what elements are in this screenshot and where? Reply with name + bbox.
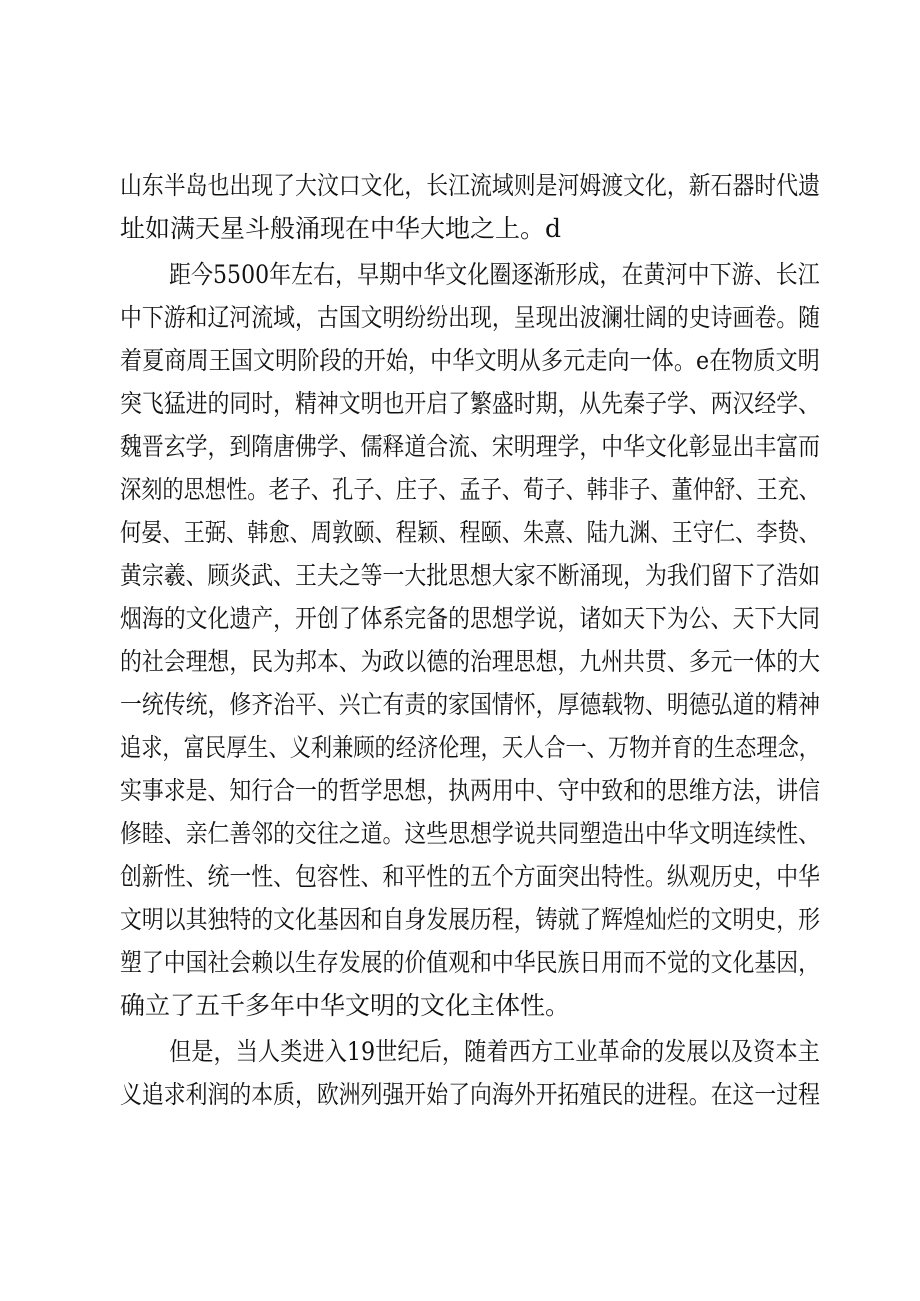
text-line: 址如满天星斗般涌现在中华大地之上。d: [120, 214, 562, 243]
text-line: 烟海的文化遗产，开创了体系完备的思想学说，诸如天下为公、天下大同: [120, 604, 821, 633]
text-line: 深刻的思想性。老子、孔子、庄子、孟子、荀子、韩非子、董仲舒、王充、: [120, 475, 821, 504]
text-line: 魏晋玄学，到隋唐佛学、儒释道合流、宋明理学，中华文化彰显出丰富而: [120, 432, 821, 461]
text-line: 创新性、统一性、包容性、和平性的五个方面突出特性。纵观历史，中华: [120, 862, 821, 891]
text-line: 确立了五千多年中华文明的文化主体性。: [120, 991, 571, 1020]
text-line: 的社会理想，民为邦本、为政以德的治理思想，九州共贯、多元一体的大: [120, 647, 821, 676]
text-line: 一统传统，修齐治平、兴亡有责的家国情怀，厚德载物、明德弘道的精神: [120, 690, 821, 719]
text-line: 实事求是、知行合一的哲学思想，执两用中、守中致和的思维方法，讲信: [120, 776, 821, 805]
text-line: 山东半岛也出现了大汶口文化，长江流域则是河姆渡文化，新石器时代遗: [120, 171, 821, 200]
text-line: 黄宗羲、顾炎武、王夫之等一大批思想大家不断涌现，为我们留下了浩如: [120, 561, 821, 590]
text-line: 文明以其独特的文化基因和自身发展历程，铸就了辉煌灿烂的文明史，形: [120, 905, 821, 934]
body-text: [120, 0, 820, 1301]
text-line: 塑了中国社会赖以生存发展的价值观和中华民族日用而不觉的文化基因，: [120, 948, 821, 977]
text-line: 追求，富民厚生、义利兼顾的经济伦理，天人合一、万物并育的生态理念，: [120, 733, 821, 762]
text-line: 着夏商周王国文明阶段的开始，中华文明从多元走向一体。e在物质文明: [120, 346, 820, 375]
text-line: 义追求利润的本质，欧洲列强开始了向海外开拓殖民的进程。在这一过程: [120, 1080, 821, 1109]
text-line: 突飞猛进的同时，精神文明也开启了繁盛时期，从先秦子学、两汉经学、: [120, 389, 821, 418]
text-line: 修睦、亲仁善邻的交往之道。这些思想学说共同塑造出中华文明连续性、: [120, 819, 821, 848]
paragraph-first-line: 但是，当人类进入19世纪后，随着西方工业革命的发展以及资本主: [169, 1037, 820, 1066]
text-line: 中下游和辽河流域，古国文明纷纷出现，呈现出波澜壮阔的史诗画卷。随: [120, 303, 821, 332]
paragraph-first-line: 距今5500年左右，早期中华文化圈逐渐形成，在黄河中下游、长江: [169, 260, 820, 289]
text-line: 何晏、王弼、韩愈、周敦颐、程颖、程颐、朱熹、陆九渊、王守仁、李贽、: [120, 518, 821, 547]
